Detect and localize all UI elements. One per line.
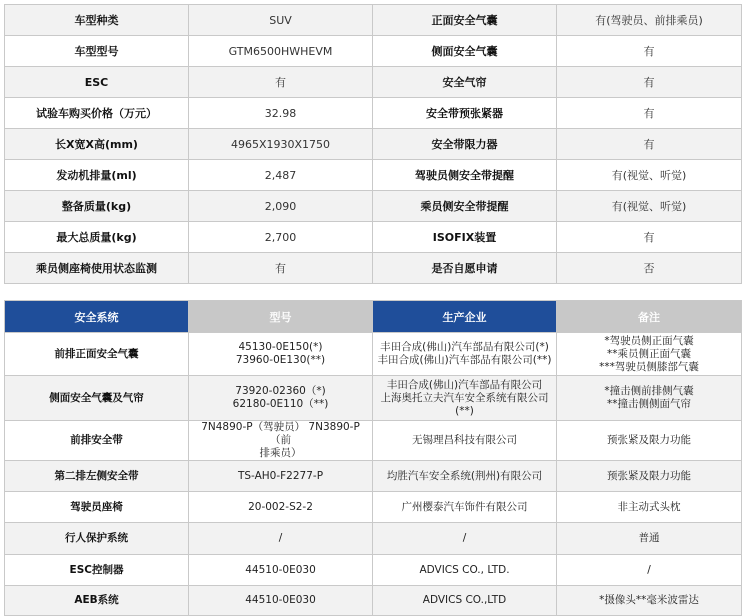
safety-systems-table <box>4 300 742 616</box>
system-maker-line: 丰田合成(佛山)汽车部品有限公司(**) <box>377 354 552 366</box>
system-maker-line: 上海奥托立夫汽车安全系统有限公司 <box>380 391 549 404</box>
spec-row <box>5 129 742 160</box>
system-note-line: 非主动式头枕 <box>617 500 681 513</box>
spec-label: 整备质量(kg) <box>5 191 189 222</box>
system-model-line: 7N4890-P（驾驶员） 7N3890-P（前 <box>201 421 360 446</box>
system-model-line: 排乘员） <box>259 447 302 459</box>
spec-value: 有 <box>189 67 373 98</box>
system-note <box>557 555 742 586</box>
system-note-line: 预张紧及限力功能 <box>607 469 691 482</box>
spec-label: 发动机排量(ml) <box>5 160 189 191</box>
system-model-line: / <box>278 532 283 544</box>
spec-value: 2,090 <box>189 191 373 222</box>
spec-label: 安全带预张紧器 <box>373 98 557 129</box>
system-row <box>5 555 742 586</box>
system-maker <box>373 586 557 616</box>
header-model: 型号 <box>189 301 373 333</box>
system-note-line: *驾驶员侧正面气囊 <box>604 334 694 347</box>
vehicle-spec-table <box>4 4 742 284</box>
system-note <box>557 492 742 523</box>
system-model <box>189 586 373 616</box>
spec-value: 2,700 <box>189 222 373 253</box>
spec-row <box>5 67 742 98</box>
system-maker <box>373 555 557 586</box>
spec-value: 有 <box>557 67 742 98</box>
system-name: ESC控制器 <box>5 555 189 586</box>
spec-row <box>5 36 742 67</box>
system-maker <box>373 421 557 461</box>
system-name: 驾驶员座椅 <box>5 492 189 523</box>
spec-row <box>5 160 742 191</box>
spec-label: 侧面安全气囊 <box>373 36 557 67</box>
system-model <box>189 523 373 555</box>
system-model <box>189 555 373 586</box>
spec-row <box>5 98 742 129</box>
system-row <box>5 586 742 616</box>
system-maker <box>373 523 557 555</box>
system-name: AEB系统 <box>5 586 189 616</box>
system-name: 第二排左侧安全带 <box>5 461 189 492</box>
system-name: 侧面安全气囊及气帘 <box>5 376 189 421</box>
system-maker <box>373 461 557 492</box>
spec-value: 有 <box>557 129 742 160</box>
system-note <box>557 333 742 376</box>
spec-row <box>5 5 742 36</box>
system-note-line: **撞击侧侧面气帘 <box>607 398 691 410</box>
spec-value: 4965X1930X1750 <box>189 129 373 160</box>
spec-value: SUV <box>189 5 373 36</box>
spec-value: 有 <box>189 253 373 284</box>
system-note-line: *撞击侧前排侧气囊 <box>604 385 694 397</box>
system-note-line: / <box>647 563 651 576</box>
spec-label: 车型种类 <box>5 5 189 36</box>
spec-value: 有 <box>557 222 742 253</box>
system-maker-line: ADVICS CO., LTD. <box>419 563 510 576</box>
system-maker-line: 丰田合成(佛山)汽车部品有限公司 <box>386 378 543 391</box>
system-model-line: 44510-0E030 <box>245 563 316 576</box>
spec-label: 是否自愿申请 <box>373 253 557 284</box>
system-row <box>5 461 742 492</box>
system-note-line: **乘员侧正面气囊 <box>607 347 691 360</box>
system-maker-line: 丰田合成(佛山)汽车部品有限公司(*) <box>380 341 549 353</box>
system-maker-line: 均胜汽车安全系统(荆州)有限公司 <box>386 469 543 482</box>
system-note <box>557 586 742 616</box>
system-maker <box>373 492 557 523</box>
system-model <box>189 492 373 523</box>
spec-value: 32.98 <box>189 98 373 129</box>
system-model <box>189 461 373 492</box>
spec-value: 否 <box>557 253 742 284</box>
system-maker-line: / <box>462 532 467 544</box>
spec-label: 乘员侧座椅使用状态监测 <box>5 253 189 284</box>
system-note-line: 预张紧及限力功能 <box>607 434 691 446</box>
spec-value: 有(驾驶员、前排乘员) <box>557 5 742 36</box>
spec-row <box>5 253 742 284</box>
spec-label: 车型型号 <box>5 36 189 67</box>
system-note-line: ***驾驶员侧膝部气囊 <box>599 360 699 373</box>
spec-row <box>5 191 742 222</box>
system-model-line: TS-AH0-F2277-P <box>237 469 324 482</box>
system-model-line: 20-002-S2-2 <box>248 500 313 513</box>
system-row <box>5 376 742 421</box>
system-maker-line: 无锡理昌科技有限公司 <box>412 434 517 446</box>
spec-value: 有 <box>557 36 742 67</box>
spec-value: 有(视觉、听觉) <box>557 191 742 222</box>
system-maker <box>373 376 557 421</box>
spec-label: 驾驶员侧安全带提醒 <box>373 160 557 191</box>
spec-row <box>5 222 742 253</box>
system-row <box>5 333 742 376</box>
system-name: 前排安全带 <box>5 421 189 461</box>
spec-label: 安全带限力器 <box>373 129 557 160</box>
systems-header-row <box>5 301 742 333</box>
system-note-line: 普通 <box>638 532 660 544</box>
system-maker-line: ADVICS CO.,LTD <box>422 594 507 606</box>
system-maker-line: (**) <box>455 404 474 417</box>
system-note-line: *摄像头**毫米波雷达 <box>599 594 699 606</box>
spec-value: 有(视觉、听觉) <box>557 160 742 191</box>
system-name: 前排正面安全气囊 <box>5 333 189 376</box>
system-note <box>557 523 742 555</box>
header-remarks: 备注 <box>557 301 742 333</box>
system-name: 行人保护系统 <box>5 523 189 555</box>
system-model <box>189 376 373 421</box>
spec-value: 2,487 <box>189 160 373 191</box>
system-model-line: 73920-02360（*) <box>235 385 326 397</box>
header-manufacturer: 生产企业 <box>373 301 557 333</box>
spec-label: ESC <box>5 67 189 98</box>
spec-label: 乘员侧安全带提醒 <box>373 191 557 222</box>
header-safety-system: 安全系统 <box>5 301 189 333</box>
system-note <box>557 376 742 421</box>
system-note <box>557 461 742 492</box>
system-model-line: 44510-0E030 <box>245 594 316 606</box>
spec-value: GTM6500HWHEVM <box>189 36 373 67</box>
system-model-line: 62180-0E110（**) <box>232 398 329 410</box>
system-model <box>189 333 373 376</box>
spec-label: 安全气帘 <box>373 67 557 98</box>
system-row <box>5 421 742 461</box>
spec-label: 长X宽X高(mm) <box>5 129 189 160</box>
system-model-line: 45130-0E150(*) <box>238 341 323 353</box>
system-note <box>557 421 742 461</box>
system-maker-line: 广州樱泰汽车饰件有限公司 <box>401 500 528 513</box>
system-model-line: 73960-0E130(**) <box>235 354 326 366</box>
spec-label: 最大总质量(kg) <box>5 222 189 253</box>
system-maker <box>373 333 557 376</box>
spec-label: ISOFIX装置 <box>373 222 557 253</box>
system-model <box>189 421 373 461</box>
spec-label: 试验车购买价格（万元） <box>5 98 189 129</box>
system-row <box>5 523 742 555</box>
spec-value: 有 <box>557 98 742 129</box>
system-row <box>5 492 742 523</box>
spec-label: 正面安全气囊 <box>373 5 557 36</box>
